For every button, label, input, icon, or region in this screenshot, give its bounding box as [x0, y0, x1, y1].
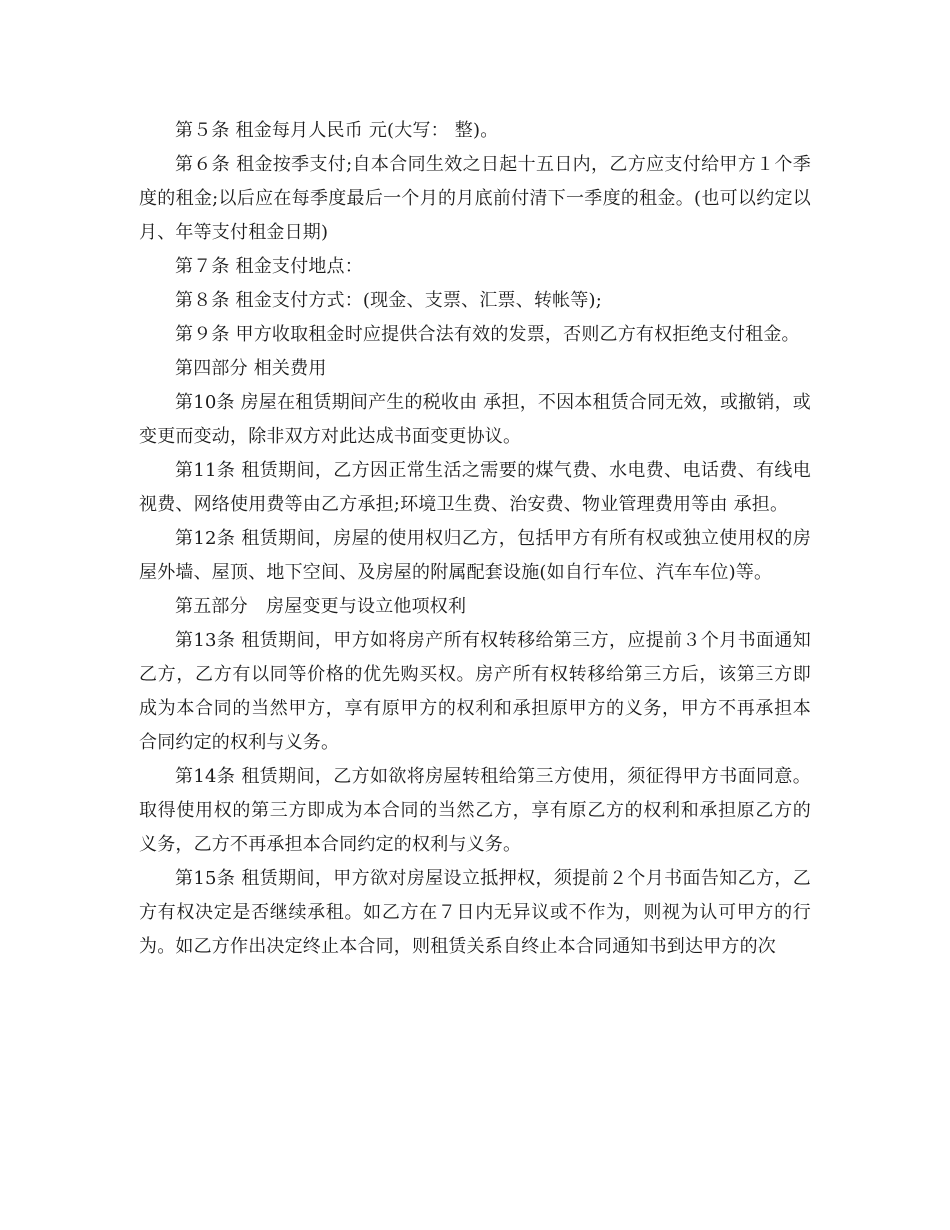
article-6: 第６条 租金按季支付;自本合同生效之日起十五日内，乙方应支付给甲方１个季度的租金;以后应在每季度最后一个月的月底前付清下一季度的租金。(也可以约定以月、年等支付租金日期) — [139, 154, 811, 243]
article-13: 第13条 租赁期间，甲方如将房产所有权转移给第三方，应提前３个月书面通知乙方，乙方有以同等价格的优先购买权。房产所有权转移给第三方后，该第三方即成为本合同的当然甲方，享有原甲方的权利和承担原甲方的义务，甲方不再承担本合同约定的权利与义务。 — [139, 630, 811, 753]
section-heading-part-4: 第四部分 相关费用 — [175, 358, 327, 379]
article-7: 第７条 租金支付地点： — [175, 256, 363, 277]
section-heading-part-5: 第五部分 房屋变更与设立他项权利 — [175, 596, 467, 617]
article-11: 第11条 租赁期间，乙方因正常生活之需要的煤气费、水电费、电话费、有线电视费、网络使用费等由乙方承担;环境卫生费、治安费、物业管理费用等由 承担。 — [139, 460, 811, 515]
article-8: 第８条 租金支付方式：(现金、支票、汇票、转帐等); — [175, 290, 603, 311]
article-10: 第10条 房屋在租赁期间产生的税收由 承担，不因本租赁合同无效，或撤销，或变更而变动，除非双方对此达成书面变更协议。 — [139, 392, 811, 447]
article-15: 第15条 租赁期间，甲方欲对房屋设立抵押权，须提前２个月书面告知乙方，乙方有权决定是否继续承租。如乙方在７日内无异议或不作为，则视为认可甲方的行为。如乙方作出决定终止本合同，则租赁关系自终止本合同通知书到达甲方的次 — [139, 868, 811, 957]
document-body — [139, 114, 811, 964]
article-5: 第５条 租金每月人民币 元(大写： 整)。 — [175, 120, 499, 141]
article-14: 第14条 租赁期间，乙方如欲将房屋转租给第三方使用，须征得甲方书面同意。取得使用权的第三方即成为本合同的当然乙方，享有原乙方的权利和承担原乙方的义务，乙方不再承担本合同约定的权利与义务。 — [139, 766, 811, 855]
article-12: 第12条 租赁期间，房屋的使用权归乙方，包括甲方有所有权或独立使用权的房屋外墙、屋顶、地下空间、及房屋的附属配套设施(如自行车位、汽车车位)等。 — [139, 528, 811, 583]
article-9: 第９条 甲方收取租金时应提供合法有效的发票，否则乙方有权拒绝支付租金。 — [175, 324, 800, 345]
